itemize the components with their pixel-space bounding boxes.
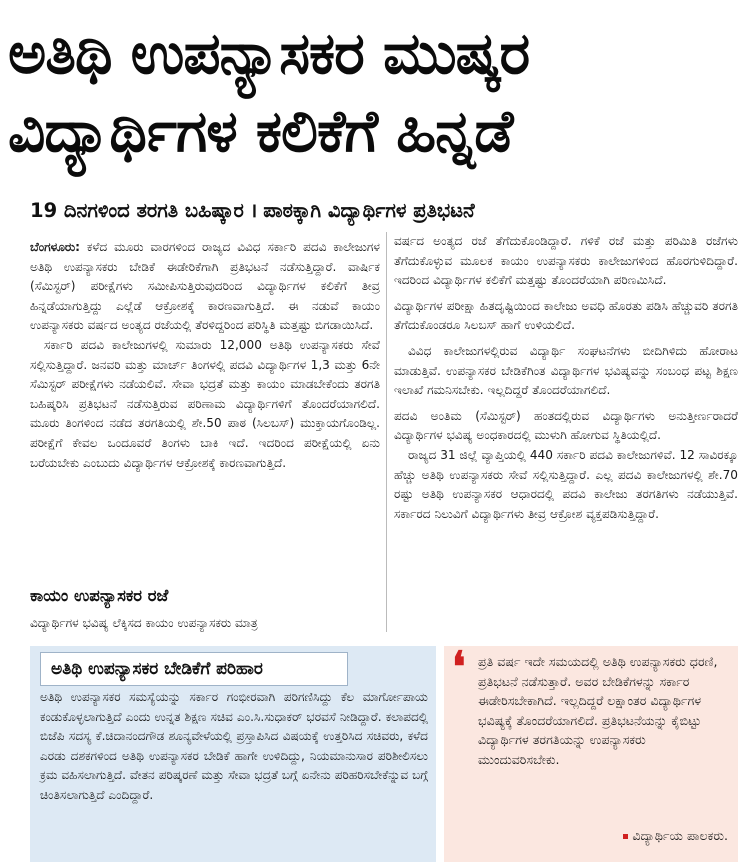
- bullet-icon: [623, 834, 628, 839]
- dateline: ಬೆಂಗಳೂರು:: [30, 240, 81, 254]
- quote-attribution-text: ವಿದ್ಯಾರ್ಥಿಯ ಪಾಲಕರು.: [632, 828, 728, 843]
- left-column: [30, 238, 380, 473]
- quote-box: [444, 642, 738, 862]
- quote-text: ಪ್ರತಿ ವರ್ಷ ಇದೇ ಸಮಯದಲ್ಲಿ ಅತಿಥಿ ಉಪನ್ಯಾಸಕರು ಧರಣಿ, ಪ್ರತಿಭಟನೆ ನಡೆಸುತ್ತಾರೆ. ಅವರ ಬೇಡಿಕೆಗಳನ್ನು ಸರ್ಕಾರ ಈಡೇರಿಸಬೇಕಾಗಿದೆ. ಇಲ್ಲದಿದ್ದರೆ ಲಕ್ಷಾಂತರ ವಿದ್ಯಾರ್ಥಿಗಳ ಭವಿಷ್ಯಕ್ಕೆ ತೊಂದರೆಯಾಗಲಿದೆ. ಪ್ರತಿಭಟನೆಯನ್ನು ಕೈಬಿಟ್ಟು ವಿದ್ಯಾರ್ಥಿಗಳ ತರಗತಿಯನ್ನು ಉಪನ್ಯಾಸಕರು ಮುಂದುವರಿಸಬೇಕು.: [478, 654, 718, 767]
- right-paragraph-4: ಪದವಿ ಅಂತಿಮ (ಸೆಮಿಸ್ಟರ್) ಹಂತದಲ್ಲಿರುವ ವಿದ್ಯಾರ್ಥಿಗಳು ಅನುತ್ತೀರ್ಣರಾದರೆ ವಿದ್ಯಾರ್ಥಿಗಳ ಭವಿಷ್ಯ ಅಂಧಕಾರದಲ್ಲಿ ಮುಳುಗಿ ಹೋಗುವ ಸ್ಥಿತಿಯಲ್ಲಿದೆ.: [394, 408, 738, 443]
- left-column-tail: [30, 614, 380, 634]
- right-paragraph-2: ವಿದ್ಯಾರ್ಥಿಗಳ ಪರೀಕ್ಷಾ ಹಿತದೃಷ್ಟಿಯಿಂದ ಕಾಲೇಜು ಅವಧಿ ಹೊರತು ಪಡಿಸಿ ಹೆಚ್ಚುವರಿ ತರಗತಿ ತೆಗೆದುಕೊಂಡರೂ ಸಿಲಬಸ್ ಹಾಗೆ ಉಳಿಯಲಿದೆ.: [394, 298, 738, 333]
- quote-mark-icon: ❛: [452, 642, 466, 691]
- left-paragraph-1-text: ಕಳೆದ ಮೂರು ವಾರಗಳಿಂದ ರಾಜ್ಯದ ವಿವಿಧ ಸರ್ಕಾರಿ ಪದವಿ ಕಾಲೇಜುಗಳ ಅತಿಥಿ ಉಪನ್ಯಾಸಕರು ಬೇಡಿಕೆ ಈಡೇರಿಕೆಗಾಗಿ ಪ್ರತಿಭಟನೆ ನಡೆಸುತ್ತಿದ್ದಾರೆ. ವಾರ್ಷಿಕ (ಸೆಮಿಸ್ಟರ್) ಪರೀಕ್ಷೆಗಳು ಸಮೀಪಿಸುತ್ತಿರುವುದರಿಂದ ವಿದ್ಯಾರ್ಥಿಗಳ ಕಲಿಕೆಗೆ ತೀವ್ರ ಹಿನ್ನಡೆಯಾಗುತ್ತಿದ್ದು ಎಲ್ಲೆಡೆ ಆಕ್ರೋಶಕ್ಕೆ ಕಾರಣವಾಗುತ್ತಿದೆ. ಈ ನಡುವೆ ಕಾಯಂ ಉಪನ್ಯಾಸಕರು ವರ್ಷದ ಅಂತ್ಯದ ರಜೆಯಲ್ಲಿ ತೆರಳಿದ್ದರಿಂದ ಪರಿಸ್ಥಿತಿ ಮತ್ತಷ್ಟು ಬಿಗಡಾಯಿಸಿದೆ.: [30, 240, 380, 333]
- right-paragraph-1: ವರ್ಷದ ಅಂತ್ಯದ ರಜೆ ತೆಗೆದುಕೊಂಡಿದ್ದಾರೆ. ಗಳಿಕೆ ರಜೆ ಮತ್ತು ಪರಿಮಿತಿ ರಜೆಗಳು ತೆಗೆದುಕೊಳ್ಳುವ ಮೂಲಕ ಕಾಯಂ ಉಪನ್ಯಾಸಕರು ಕಾಲೇಜುಗಳಿಂದ ಹೊರಗುಳಿದಿದ್ದಾರೆ. ಇದರಿಂದ ವಿದ್ಯಾರ್ಥಿಗಳ ಕಲಿಕೆಗೆ ಮತ್ತಷ್ಟು ತೊಂದರೆಯಾಗಿ ಪರಿಣಮಿಸಿದೆ.: [394, 234, 738, 288]
- left-paragraph-1: [30, 238, 380, 336]
- headline: [8, 14, 736, 170]
- right-paragraph-3: ವಿವಿಧ ಕಾಲೇಜುಗಳಲ್ಲಿರುವ ವಿದ್ಯಾರ್ಥಿ ಸಂಘಟನೆಗಳು ಬೀದಿಗಿಳಿದು ಹೋರಾಟ ಮಾಡುತ್ತಿವೆ. ಉಪನ್ಯಾಸಕರ ಬೇಡಿಕೆಗಿಂತ ವಿದ್ಯಾರ್ಥಿಗಳ ಭವಿಷ್ಯವನ್ನು ಸಂಬಂಧ ಪಟ್ಟ ಶಿಕ್ಷಣ ಇಲಾಖೆ ಗಮನಿಸಬೇಕು. ಇಲ್ಲದಿದ್ದರೆ ತೊಂದರೆಯಾಗಲಿದೆ.: [394, 343, 738, 398]
- left-paragraph-3: ವಿದ್ಯಾರ್ಥಿಗಳ ಭವಿಷ್ಯ ಲೆಕ್ಕಿಸದ ಕಾಯಂ ಉಪನ್ಯಾಸಕರು ಮಾತ್ರ: [30, 616, 258, 630]
- section-heading: ಕಾಯಂ ಉಪನ್ಯಾಸಕರ ರಜೆ: [30, 586, 169, 605]
- subhead-left: 19 ದಿನಗಳಿಂದ ತರಗತಿ ಬಹಿಷ್ಕಾರ: [30, 199, 244, 222]
- subheadline: [30, 196, 730, 223]
- right-paragraph-5: ರಾಜ್ಯದ 31 ಜಿಲ್ಲೆ ವ್ಯಾಪ್ತಿಯಲ್ಲಿ 440 ಸರ್ಕಾರಿ ಪದವಿ ಕಾಲೇಜುಗಳಿವೆ. 12 ಸಾವಿರಕ್ಕೂ ಹೆಚ್ಚು ಅತಿಥಿ ಉಪನ್ಯಾಸಕರು ಸೇವೆ ಸಲ್ಲಿಸುತ್ತಿದ್ದಾರೆ. ಎಲ್ಲ ಪದವಿ ಕಾಲೇಜುಗಳಲ್ಲಿ ಶೇ.70 ರಷ್ಟು ಅತಿಥಿ ಉಪನ್ಯಾಸಕರ ಆಧಾರದಲ್ಲಿ ಪದವಿ ಕಾಲೇಜು ತರಗತಿಗಳು ನಡೆಯುತ್ತಿವೆ. ಸರ್ಕಾರದ ನಿಲುವಿಗೆ ವಿದ್ಯಾರ್ಥಿಗಳು ತೀವ್ರ ಆಕ್ರೋಶ ವ್ಯಕ್ತಪಡಿಸುತ್ತಿದ್ದಾರೆ.: [394, 447, 738, 521]
- info-box: [30, 646, 436, 862]
- headline-line-2: ವಿದ್ಯಾರ್ಥಿಗಳ ಕಲಿಕೆಗೆ ಹಿನ್ನಡೆ: [8, 97, 513, 165]
- left-paragraph-2: ಸರ್ಕಾರಿ ಪದವಿ ಕಾಲೇಜುಗಳಲ್ಲಿ ಸುಮಾರು 12,000 ಅತಿಥಿ ಉಪನ್ಯಾಸಕರು ಸೇವೆ ಸಲ್ಲಿಸುತ್ತಿದ್ದಾರೆ. ಜನವರಿ ಮತ್ತು ಮಾರ್ಚ್ ತಿಂಗಳಲ್ಲಿ ಪದವಿ ವಿದ್ಯಾರ್ಥಿಗಳ 1,3 ಮತ್ತು 6ನೇ ಸೆಮಿಸ್ಟರ್ ಪರೀಕ್ಷೆಗಳು ನಡೆಯಲಿವೆ. ಸೇವಾ ಭದ್ರತೆ ಮತ್ತು ಕಾಯಂ ಮಾಡಬೇಕೆಂದು ತರಗತಿ ಬಹಿಷ್ಕರಿಸಿ ಪ್ರತಿಭಟನೆ ನಡೆಸುತ್ತಿರುವ ಪರಿಣಾಮ ವಿದ್ಯಾರ್ಥಿಗಳಿಗೆ ತೊಂದರೆಯಾಗಲಿದೆ. ಮೂರು ತಿಂಗಳಿಂದ ನಡೆದ ತರಗತಿಯಲ್ಲಿ ಶೇ.50 ಪಾಠ (ಸಿಲಬಸ್) ಮುಕ್ತಾಯಗೊಂಡಿಲ್ಲ. ಪರೀಕ್ಷೆಗೆ ಕೇವಲ ಒಂದೂವರೆ ತಿಂಗಳು ಬಾಕಿ ಇದೆ. ಇದರಿಂದ ಪರೀಕ್ಷೆಯಲ್ಲಿ ಏನು ಬರೆಯಬೇಕು ಎಂಬುದು ವಿದ್ಯಾರ್ಥಿಗಳ ಆಕ್ರೋಶಕ್ಕೆ ಕಾರಣವಾಗುತ್ತಿದೆ.: [30, 337, 380, 470]
- quote-attribution: [623, 828, 728, 844]
- column-divider: [386, 232, 387, 632]
- subhead-separator: ।: [249, 199, 258, 222]
- info-box-text: ಅತಿಥಿ ಉಪನ್ಯಾಸಕರ ಸಮಸ್ಯೆಯನ್ನು ಸರ್ಕಾರ ಗಂಭೀರವಾಗಿ ಪರಿಗಣಿಸಿದ್ದು ಕೆಲ ಮಾರ್ಗೋಪಾಯ ಕಂಡುಕೊಳ್ಳಲಾಗುತ್ತಿದೆ ಎಂದು ಉನ್ನತ ಶಿಕ್ಷಣ ಸಚಿವ ಎಂ.ಸಿ.ಸುಧಾಕರ್ ಭರವಸೆ ನೀಡಿದ್ದಾರೆ. ಕಲಾಪದಲ್ಲಿ ಬಿಜೆಪಿ ಸದಸ್ಯ ಕೆ.ಚಿದಾನಂದಗೌಡ ಶೂನ್ಯವೇಳೆಯಲ್ಲಿ ಪ್ರಸ್ತಾಪಿಸಿದ ವಿಷಯಕ್ಕೆ ಉತ್ತರಿಸಿದ ಸಚಿವರು, ಕಳೆದ ಎರಡು ದಶಕಗಳಿಂದ ಅತಿಥಿ ಉಪನ್ಯಾಸಕರ ಬೇಡಿಕೆ ಹಾಗೇ ಉಳಿದಿದ್ದು, ನಿಯಮಾನುಸಾರ ಪರಿಶೀಲಿಸಲು ಕ್ರಮ ವಹಿಸಲಾಗುತ್ತಿದೆ. ವೇತನ ಪರಿಷ್ಕರಣೆ ಮತ್ತು ಸೇವಾ ಭದ್ರತೆ ಬಗ್ಗೆ ಏನೇನು ಪರಿಹರಿಸಬೇಕೆನ್ನುವ ಬಗ್ಗೆ ಚಿಂತಿಸಲಾಗುತ್ತಿದೆ ಎಂದಿದ್ದಾರೆ.: [40, 690, 428, 802]
- headline-line-1: ಅತಿಥಿ ಉಪನ್ಯಾಸಕರ ಮುಷ್ಕರ: [8, 19, 530, 87]
- right-column: [394, 232, 738, 524]
- info-box-title: ಅತಿಥಿ ಉಪನ್ಯಾಸಕರ ಬೇಡಿಕೆಗೆ ಪರಿಹಾರ: [40, 652, 348, 686]
- subhead-right: ಪಾಠಕ್ಕಾಗಿ ವಿದ್ಯಾರ್ಥಿಗಳ ಪ್ರತಿಭಟನೆ: [263, 199, 475, 222]
